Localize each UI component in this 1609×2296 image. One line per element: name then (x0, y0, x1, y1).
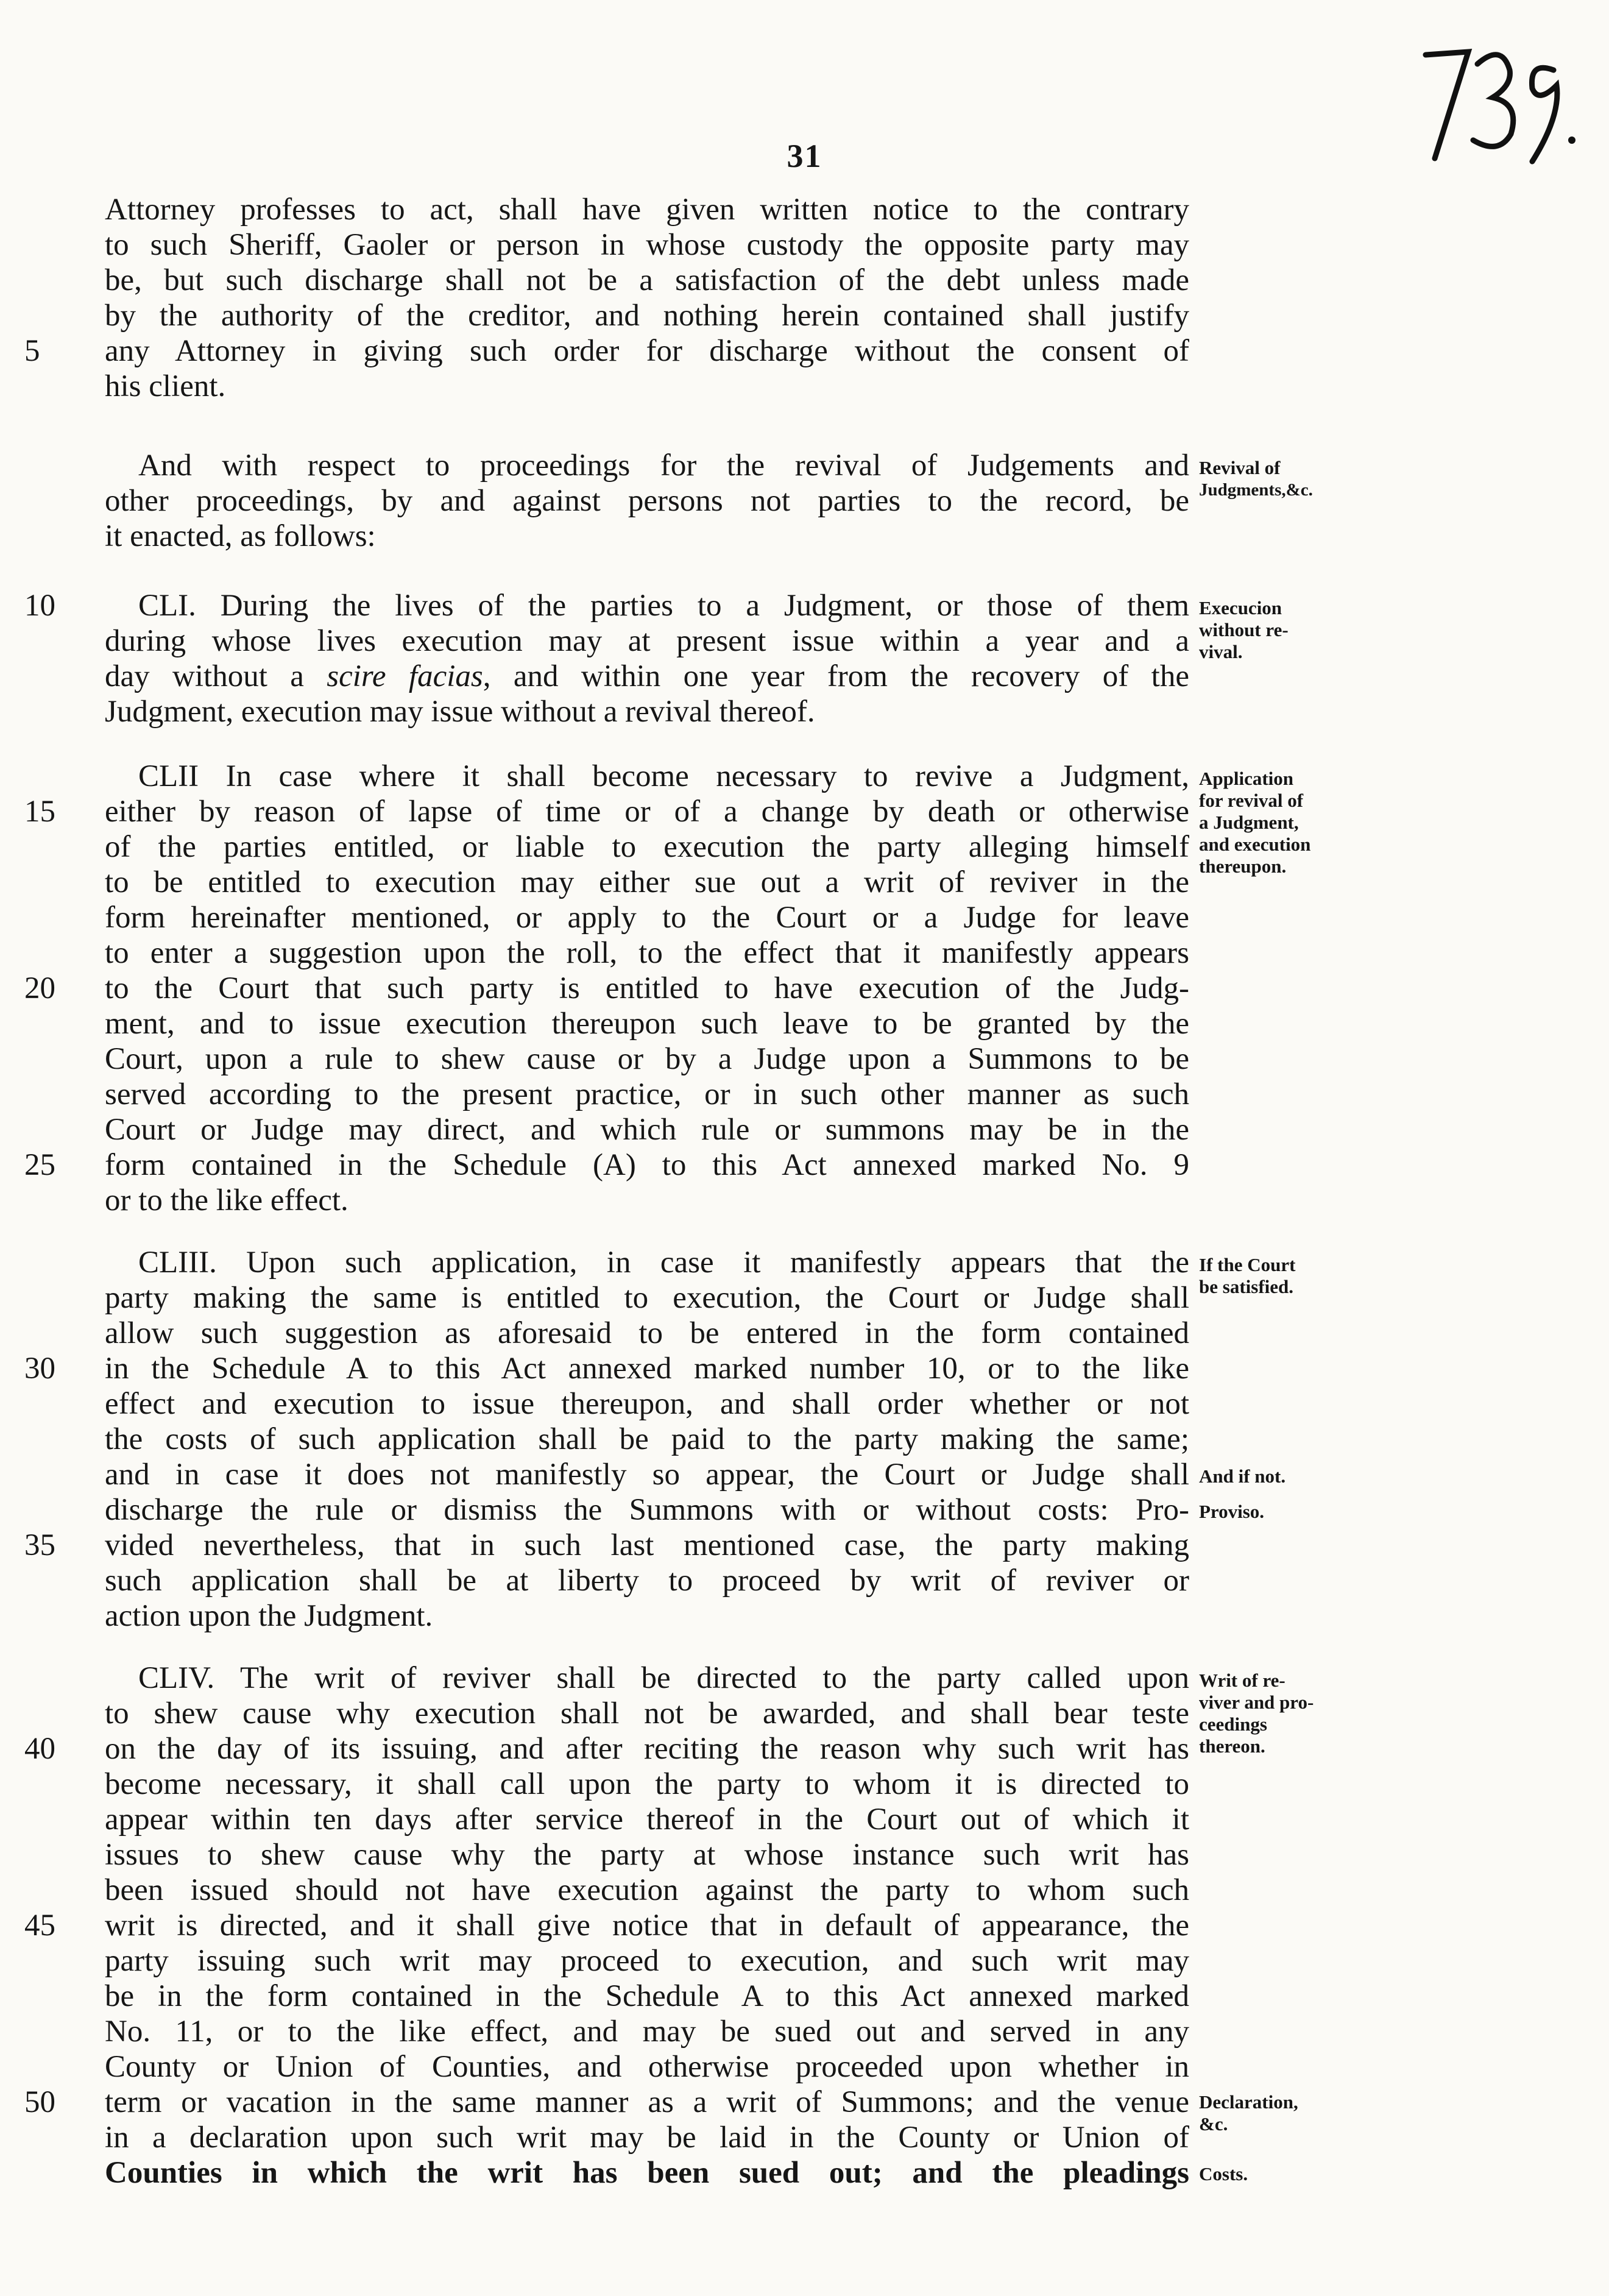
text-line: CLIII. Upon such application, in case it manifestly appears that the (138, 1245, 1189, 1280)
margin-note-application-for-revival (1199, 768, 1357, 877)
text-line: be, but such discharge shall not be a satisfaction of the debt unless made (105, 263, 1189, 297)
margin-note-line: viver and pro- (1199, 1692, 1314, 1713)
line-number: 50 (24, 2085, 55, 2119)
text-line: become necessary, it shall call upon the party to whom it is directed to (105, 1767, 1189, 1801)
margin-note-line: Writ of re- (1199, 1670, 1285, 1691)
text-line: by the authority of the creditor, and nothing herein contained shall justify (105, 299, 1189, 333)
margin-note-revival-of-judgments (1199, 457, 1357, 501)
margin-note-line: ceedings (1199, 1713, 1267, 1735)
text-line: to shew cause why execution shall not be awarded, and shall bear teste (105, 1696, 1189, 1731)
margin-note-line: be satisfied. (1199, 1276, 1293, 1297)
margin-note-line: for revival of (1199, 790, 1304, 811)
margin-note-line: Judgments,&c. (1199, 480, 1313, 500)
line-number: 30 (24, 1352, 55, 1386)
text-line: CLII In case where it shall become necessary to revive a Judgment, (138, 759, 1189, 793)
line-number: 45 (24, 1908, 55, 1943)
text-line: discharge the rule or dismiss the Summons with or without costs: Pro- (105, 1493, 1189, 1527)
text-line: during whose lives execution may at present issue within a year and a (105, 624, 1189, 658)
text-line: No. 11, or to the like effect, and may be sued out and served in any (105, 2014, 1189, 2049)
margin-note-line: without re- (1199, 619, 1289, 640)
text-line: party issuing such writ may proceed to execution, and such writ may (105, 1944, 1189, 1978)
page-number: 31 (787, 138, 822, 174)
text-line: appear within ten days after service thereof in the Court out of which it (105, 1802, 1189, 1837)
margin-note-line: thereupon. (1199, 856, 1287, 877)
text-line: Court, upon a rule to shew cause or by a Judge upon a Summons to be (105, 1042, 1189, 1076)
line-number: 15 (24, 795, 55, 829)
text-line: in the Schedule A to this Act annexed marked number 10, or to the like (105, 1352, 1189, 1386)
margin-note-line: &c. (1199, 2113, 1228, 2135)
margin-note-execution-without-revival (1199, 597, 1357, 663)
text-line: party making the same is entitled to execution, the Court or Judge shall (105, 1281, 1189, 1315)
margin-note-line: Costs. (1199, 2163, 1248, 2184)
text-line: been issued should not have execution against the party to whom such (105, 1873, 1189, 1907)
line-number: 35 (24, 1528, 55, 1562)
margin-note-line: Declaration, (1199, 2091, 1298, 2113)
text-line: of the parties entitled, or liable to execution the party alleging himself (105, 830, 1189, 864)
text-line: the costs of such application shall be paid to the party making the same; (105, 1422, 1189, 1456)
text-line: served according to the present practice, or in such other manner as such (105, 1077, 1189, 1111)
margin-note-declaration (1199, 2091, 1357, 2135)
text-line: And with respect to proceedings for the revival of Judgements and (138, 448, 1189, 483)
text-line: it enacted, as follows: (105, 519, 376, 553)
text-line: to enter a suggestion upon the roll, to the effect that it manifestly appears (105, 936, 1189, 970)
line-number: 5 (24, 334, 40, 368)
margin-note-and-if-not (1199, 1465, 1357, 1487)
italic-term: scire facias (327, 659, 483, 693)
text-line: CLIV. The writ of reviver shall be directed to the party called upon (138, 1661, 1189, 1695)
margin-note-line: Application (1199, 768, 1294, 789)
margin-note-line: Proviso. (1199, 1501, 1265, 1522)
text-line: be in the form contained in the Schedule A to this Act annexed marked (105, 1979, 1189, 2013)
text-line: on the day of its issuing, and after reciting the reason why such writ has (105, 1732, 1189, 1766)
text-line: either by reason of lapse of time or of a change by death or otherwise (105, 795, 1189, 829)
text-line: or to the like effect. (105, 1183, 348, 1217)
text-line: effect and execution to issue thereupon, and shall order whether or not (105, 1387, 1189, 1421)
text-line: term or vacation in the same manner as a writ of Summons; and the venue (105, 2085, 1189, 2119)
text-line: action upon the Judgment. (105, 1599, 433, 1633)
text-line: in a declaration upon such writ may be laid in the County or Union of (105, 2121, 1189, 2155)
text-line: his client. (105, 369, 226, 403)
margin-note-line: And if not. (1199, 1465, 1286, 1487)
margin-note-line: thereon. (1199, 1735, 1265, 1757)
margin-note-costs (1199, 2163, 1357, 2185)
text-line: to such Sheriff, Gaoler or person in whose custody the opposite party may (105, 228, 1189, 262)
line-number: 40 (24, 1732, 55, 1766)
text-line: to be entitled to execution may either sue out a writ of reviver in the (105, 865, 1189, 899)
text-line: form contained in the Schedule (A) to this Act annexed marked No. 9 (105, 1148, 1189, 1182)
text-line: Court or Judge may direct, and which rule or summons may be in the (105, 1113, 1189, 1147)
margin-note-line: vival. (1199, 641, 1243, 662)
margin-note-line: Revival of (1199, 457, 1281, 478)
text-line: such application shall be at liberty to proceed by writ of reviver or (105, 1564, 1189, 1598)
text-line: vided nevertheless, that in such last mentioned case, the party making (105, 1528, 1189, 1562)
margin-note-line: and execution (1199, 834, 1311, 855)
line-number: 25 (24, 1148, 55, 1182)
text-line: and in case it does not manifestly so appear, the Court or Judge shall (105, 1458, 1189, 1492)
margin-note-line: a Judgment, (1199, 812, 1299, 833)
text-line: Attorney professes to act, shall have given written notice to the contrary (105, 193, 1189, 227)
margin-note-proviso (1199, 1501, 1357, 1523)
text-line: day without a scire facias, and within one year from the recovery of the (105, 659, 1189, 693)
margin-note-if-court-satisfied (1199, 1254, 1357, 1298)
line-number: 10 (24, 589, 55, 623)
text-line: any Attorney in giving such order for discharge without the consent of (105, 334, 1189, 368)
text-line: CLI. During the lives of the parties to a Judgment, or those of them (138, 589, 1189, 623)
text-line: Counties in which the writ has been sued out; and the pleadings (105, 2156, 1189, 2190)
text-line: Judgment, execution may issue without a revival thereof. (105, 695, 815, 729)
margin-note-line: Execucion (1199, 597, 1282, 618)
text-line: form hereinafter mentioned, or apply to the Court or a Judge for leave (105, 901, 1189, 935)
text-line: ment, and to issue execution thereupon such leave to be granted by the (105, 1007, 1189, 1041)
margin-note-writ-of-reviver (1199, 1670, 1357, 1757)
text-line: other proceedings, by and against persons not parties to the record, be (105, 484, 1189, 518)
margin-note-line: If the Court (1199, 1254, 1296, 1275)
text-line: allow such suggestion as aforesaid to be entered in the form contained (105, 1316, 1189, 1350)
text-line: issues to shew cause why the party at whose instance such writ has (105, 1838, 1189, 1872)
line-number: 20 (24, 971, 55, 1005)
text-line: writ is directed, and it shall give notice that in default of appearance, the (105, 1908, 1189, 1943)
text-line: County or Union of Counties, and otherwise proceeded upon whether in (105, 2050, 1189, 2084)
text-line: to the Court that such party is entitled to have execution of the Judg- (105, 971, 1189, 1005)
